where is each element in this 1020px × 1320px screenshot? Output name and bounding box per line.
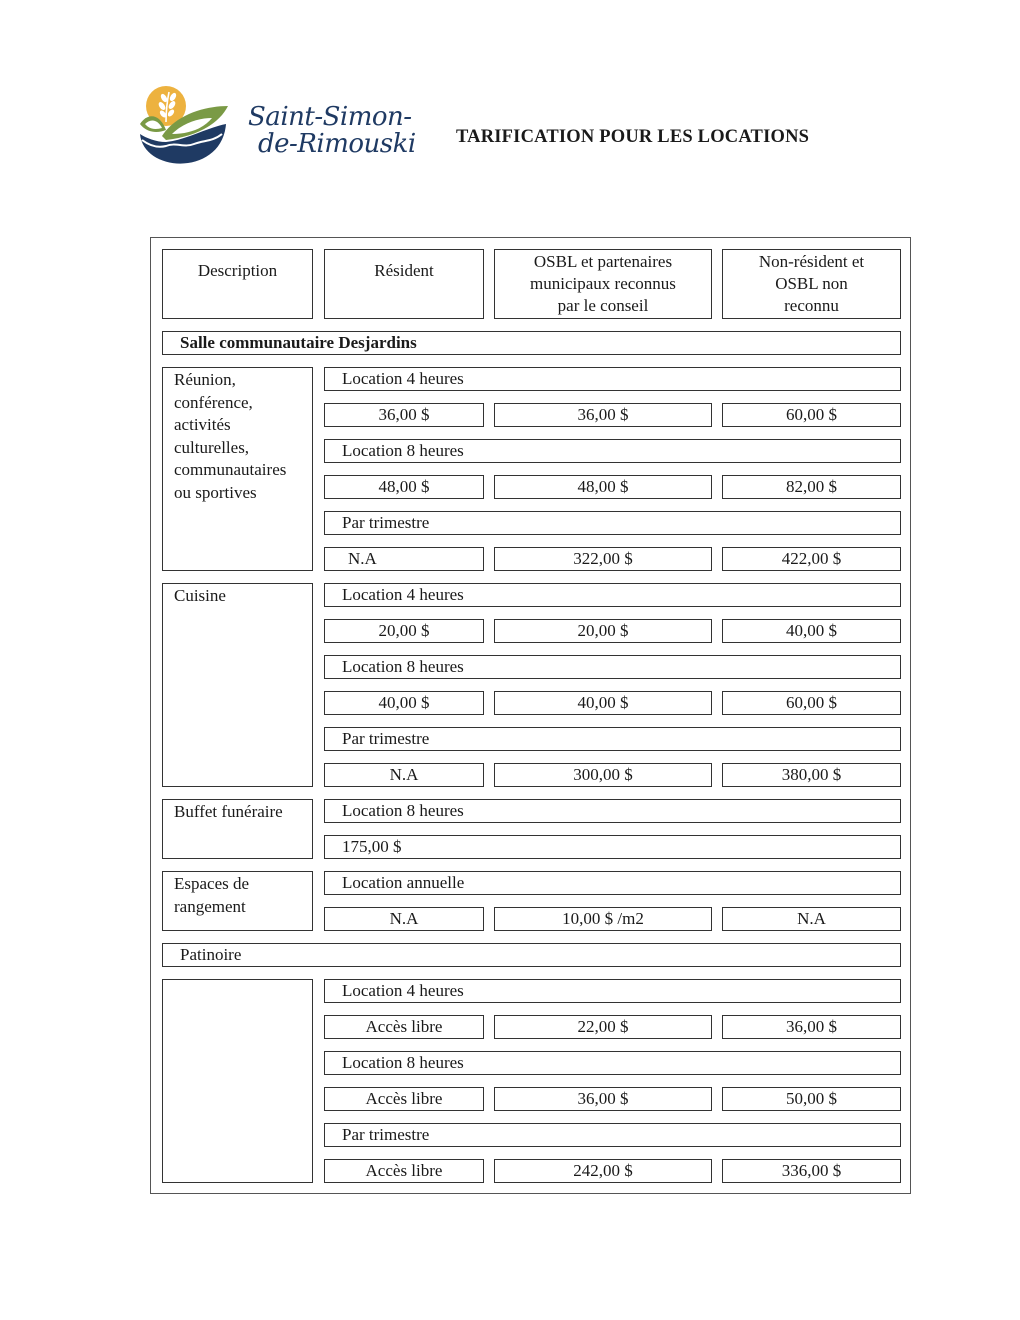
- price-osbl: 20,00 $: [494, 619, 712, 643]
- header-description: [162, 249, 313, 319]
- price-resident: Accès libre: [324, 1159, 484, 1183]
- description-cuisine: [162, 583, 313, 787]
- logo-emblem-icon: [136, 84, 232, 176]
- header-osbl: [494, 249, 712, 319]
- description-line: ou sportives: [174, 482, 257, 502]
- header-resident: [324, 249, 484, 319]
- description-buffet-funeraire: [162, 799, 313, 859]
- page-title: TARIFICATION POUR LES LOCATIONS: [456, 127, 810, 147]
- price-osbl: 36,00 $: [494, 1087, 712, 1111]
- price-resident: 20,00 $: [324, 619, 484, 643]
- municipality-logo: [136, 84, 232, 176]
- price-non-resident: 380,00 $: [722, 763, 901, 787]
- row-label: Location 4 heures: [324, 367, 901, 391]
- row-label: Location 4 heures: [324, 979, 901, 1003]
- price-non-resident: 50,00 $: [722, 1087, 901, 1111]
- header-resident-label: Résident: [374, 261, 434, 280]
- description-line: communautaires: [174, 460, 287, 479]
- description-line: Buffet funéraire: [174, 802, 283, 821]
- price-non-resident: 40,00 $: [722, 619, 901, 643]
- description-line: Cuisine: [174, 586, 226, 605]
- price-resident: 48,00 $: [324, 475, 484, 499]
- section-salle-communautaire: Salle communautaire Desjardins: [162, 331, 901, 355]
- price-all: 175,00 $: [324, 835, 901, 859]
- price-osbl: 242,00 $: [494, 1159, 712, 1183]
- price-non-resident: 36,00 $: [722, 1015, 901, 1039]
- section-patinoire: Patinoire: [162, 943, 901, 967]
- row-label: Location annuelle: [324, 871, 901, 895]
- price-osbl: 300,00 $: [494, 763, 712, 787]
- header-osbl-line: par le conseil: [557, 296, 649, 315]
- row-label: Par trimestre: [324, 511, 901, 535]
- row-label: Par trimestre: [324, 727, 901, 751]
- description-espaces-rangement: [162, 871, 313, 931]
- header-non-resident-line: OSBL non: [775, 274, 848, 293]
- price-non-resident: 82,00 $: [722, 475, 901, 499]
- row-label: Par trimestre: [324, 1123, 901, 1147]
- price-osbl: 40,00 $: [494, 691, 712, 715]
- description-line: culturelles,: [174, 437, 250, 457]
- price-resident: N.A: [324, 907, 484, 931]
- price-resident: 40,00 $: [324, 691, 484, 715]
- description-patinoire-empty: [162, 979, 313, 1183]
- description-line: activités: [174, 415, 231, 434]
- price-osbl: 36,00 $: [494, 403, 712, 427]
- price-osbl: 48,00 $: [494, 475, 712, 499]
- description-line: conférence,: [174, 392, 253, 412]
- price-resident: N.A: [324, 547, 484, 571]
- row-label: Location 4 heures: [324, 583, 901, 607]
- price-osbl: 22,00 $: [494, 1015, 712, 1039]
- logo-line-1: Saint-Simon-: [248, 102, 412, 132]
- logo-line-2: de-Rimouski: [258, 129, 416, 159]
- price-resident: Accès libre: [324, 1015, 484, 1039]
- price-non-resident: 336,00 $: [722, 1159, 901, 1183]
- price-resident: N.A: [324, 763, 484, 787]
- price-non-resident: 60,00 $: [722, 691, 901, 715]
- row-label: Location 8 heures: [324, 439, 901, 463]
- row-label: Location 8 heures: [324, 799, 901, 823]
- description-line: Espaces de: [174, 874, 250, 893]
- header-non-resident: [722, 249, 901, 319]
- header-description-label: Description: [197, 261, 278, 280]
- price-osbl: 322,00 $: [494, 547, 712, 571]
- logo-wordmark: [248, 104, 416, 158]
- price-non-resident: 422,00 $: [722, 547, 901, 571]
- price-osbl: 10,00 $ /m2: [494, 907, 712, 931]
- description-line: Réunion,: [174, 370, 236, 389]
- description-reunion: [162, 367, 313, 571]
- description-line: rangement: [174, 896, 246, 916]
- header-non-resident-line: reconnu: [784, 296, 839, 315]
- row-label: Location 8 heures: [324, 655, 901, 679]
- price-resident: Accès libre: [324, 1087, 484, 1111]
- row-label: Location 8 heures: [324, 1051, 901, 1075]
- header-osbl-line: municipaux reconnus: [530, 274, 676, 293]
- price-non-resident: 60,00 $: [722, 403, 901, 427]
- header-osbl-line: OSBL et partenaires: [533, 252, 673, 271]
- header-non-resident-line: Non-résident et: [758, 252, 865, 271]
- price-non-resident: N.A: [722, 907, 901, 931]
- price-resident: 36,00 $: [324, 403, 484, 427]
